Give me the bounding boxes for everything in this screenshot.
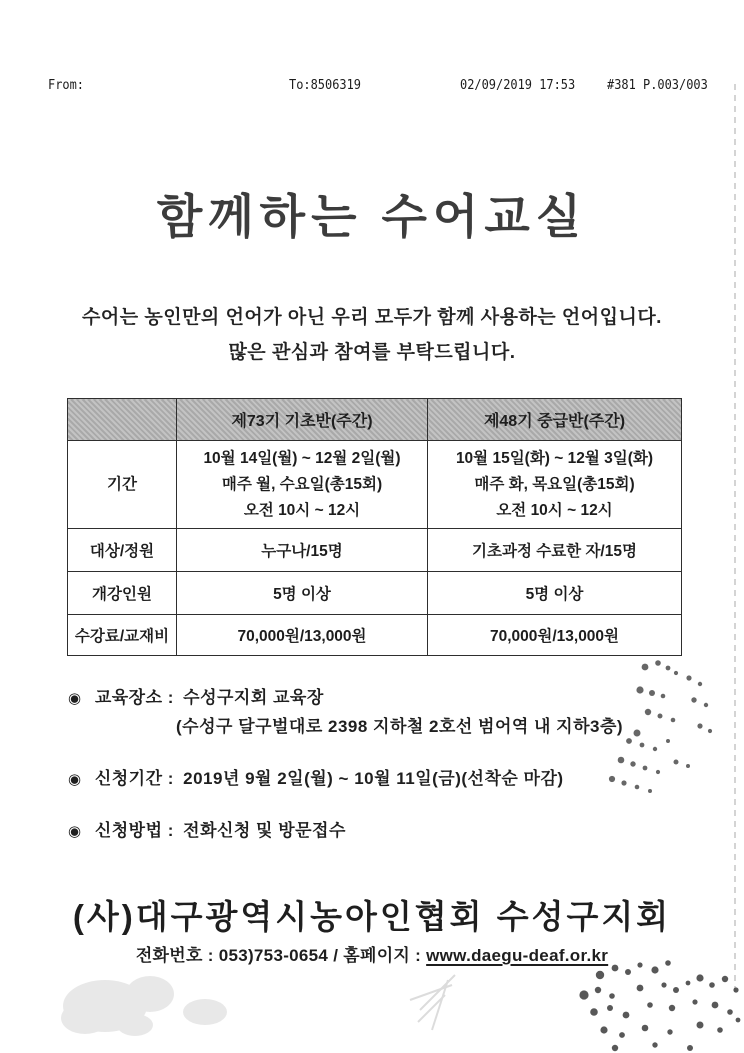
fee-intermediate-cell: 70,000원/13,000원 [428, 615, 682, 656]
location-address-detail: (수성구 달구벌대로 2398 지하철 2호선 범어역 내 지하3층) [176, 717, 624, 736]
table-row-period [68, 441, 682, 529]
period-inter-line1: 10월 15일(화) ~ 12월 3일(화) [455, 449, 654, 467]
row-label-period: 기간 [68, 441, 177, 529]
fax-from-label: From: [48, 78, 85, 93]
fax-transmission-header [0, 78, 744, 96]
website-url: www.daegu-deaf.or.kr [426, 946, 609, 965]
bullet-icon: ◉ [68, 771, 82, 788]
table-row-target [68, 529, 682, 572]
period-inter-line3: 오전 10시 ~ 12시 [496, 501, 613, 519]
page-title: 함께하는 수어교실 [156, 190, 588, 243]
application-method-value: 전화신청 및 방문접수 [183, 821, 346, 840]
table-header-row [68, 399, 682, 441]
subtitle-line-1: 수어는 농인만의 언어가 아닌 우리 모두가 함께 사용하는 언어입니다. [82, 307, 662, 328]
table-row-min-enrollment [68, 572, 682, 615]
footer-contact-line [0, 941, 744, 966]
info-location-line [68, 683, 324, 708]
class-schedule-table [67, 398, 682, 656]
row-label-target: 대상/정원 [68, 529, 177, 572]
header-basic-class: 제73기 기초반(주간) [177, 399, 428, 441]
period-basic-cell [177, 441, 428, 529]
bullet-icon: ◉ [68, 823, 82, 840]
fax-to-number: To:8506319 [289, 78, 362, 93]
min-intermediate-cell: 5명 이상 [428, 572, 682, 615]
period-basic-line1: 10월 14일(월) ~ 12월 2일(월) [203, 449, 401, 467]
target-basic-cell: 누구나/15명 [177, 529, 428, 572]
location-value: 수성구지회 교육장 [183, 688, 324, 707]
fax-page-counter: #381 P.003/003 [607, 78, 708, 93]
period-inter-line2: 매주 화, 목요일(총15회) [474, 475, 635, 493]
info-application-method-line [68, 816, 346, 841]
location-label: 교육장소 : [94, 688, 174, 707]
header-intermediate-class: 제48기 중급반(주간) [428, 399, 682, 441]
fee-basic-cell: 70,000원/13,000원 [177, 615, 428, 656]
subtitle-line-2: 많은 관심과 참여를 부탁드립니다. [228, 342, 516, 363]
organization-name: (사)대구광역시농아인협회 수성구지회 [72, 898, 672, 935]
application-period-value: 2019년 9월 2일(월) ~ 10월 11일(금)(선착순 마감) [183, 769, 564, 788]
scan-edge-dashed-line [734, 84, 736, 992]
period-intermediate-cell [428, 441, 682, 529]
table-row-fee [68, 615, 682, 656]
bullet-icon: ◉ [68, 690, 82, 707]
period-basic-line2: 매주 월, 수요일(총15회) [221, 475, 383, 493]
row-label-min-enrollment: 개강인원 [68, 572, 177, 615]
header-empty-cell [68, 399, 177, 441]
min-basic-cell: 5명 이상 [177, 572, 428, 615]
fax-datetime: 02/09/2019 17:53 [460, 78, 576, 93]
application-method-label: 신청방법 : [94, 821, 174, 840]
period-basic-line3: 오전 10시 ~ 12시 [243, 501, 361, 519]
phone-and-homepage-label: 전화번호 : 053)753-0654 / 홈페이지 : [135, 946, 427, 965]
row-label-fee: 수강료/교재비 [68, 615, 177, 656]
info-application-period-line [68, 764, 564, 789]
target-intermediate-cell: 기초과정 수료한 자/15명 [428, 529, 682, 572]
application-period-label: 신청기간 : [94, 769, 174, 788]
